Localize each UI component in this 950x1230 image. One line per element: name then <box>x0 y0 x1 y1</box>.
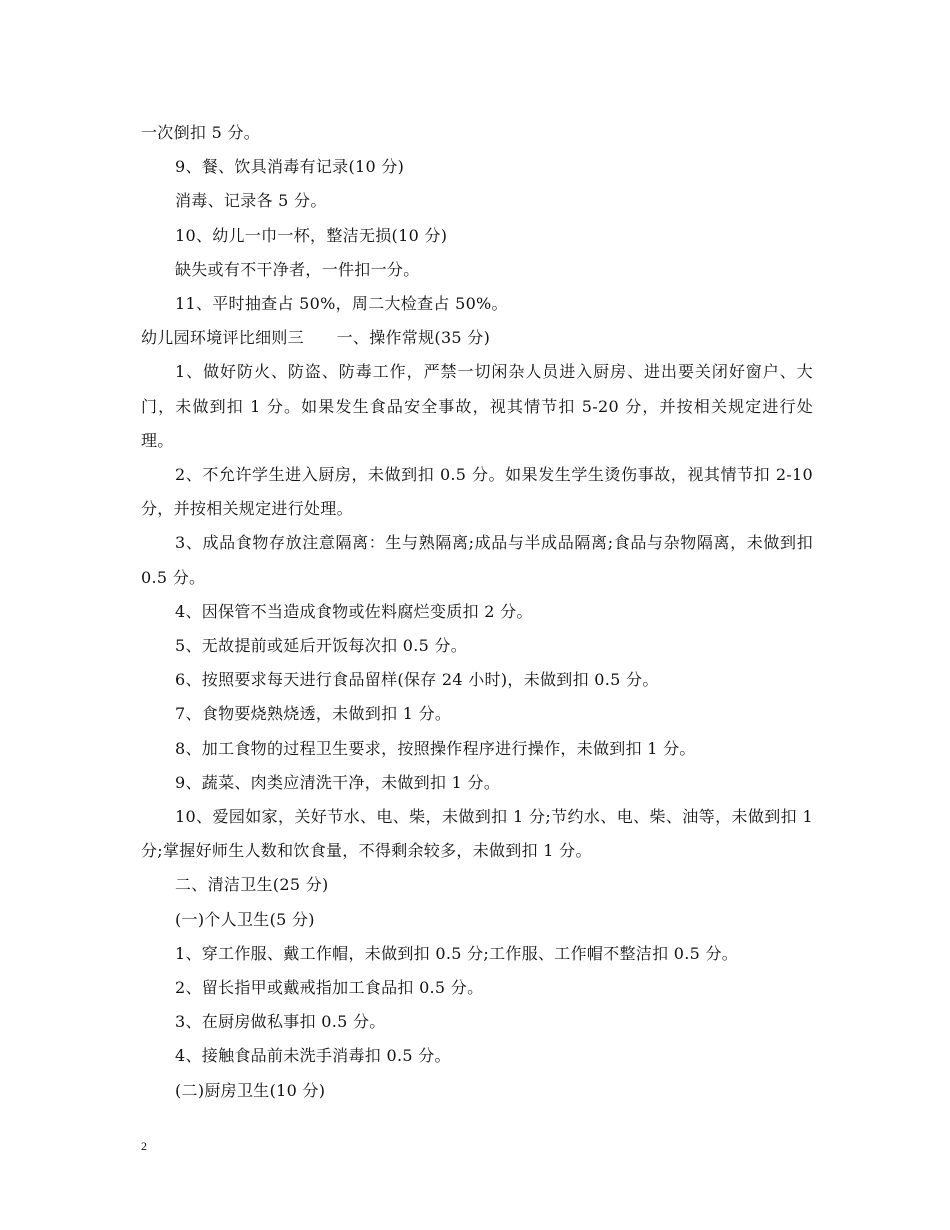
subsection-heading: (二)厨房卫生(10 分) <box>175 1080 326 1100</box>
page-number: 2 <box>141 1139 147 1153</box>
paragraph: 一次倒扣 5 分。 <box>141 123 261 142</box>
document-body <box>141 116 813 1108</box>
section-heading: 幼儿园环境评比细则三 一、操作常规(35 分) <box>141 328 491 348</box>
paragraph: 1、穿工作服、戴工作帽，未做到扣 0.5 分;工作服、工作帽不整洁扣 0.5 分。 <box>175 943 739 963</box>
paragraph: 4、因保管不当造成食物或佐料腐烂变质扣 2 分。 <box>175 601 533 621</box>
paragraph: 2、不允许学生进入厨房，未做到扣 0.5 分。如果发生学生烫伤事故，视其情节扣 2-10 分，并按相关规定进行处理。 <box>141 465 813 519</box>
paragraph: 消毒、记录各 5 分。 <box>175 191 327 211</box>
paragraph: 3、在厨房做私事扣 0.5 分。 <box>175 1012 386 1032</box>
paragraph: 10、爱园如家，关好节水、电、柴，未做到扣 1 分;节约水、电、柴、油等，未做到扣 1 分;掌握好师生人数和饮食量，不得剩余较多，未做到扣 1 分。 <box>141 807 813 861</box>
paragraph: 11、平时抽查占 50%，周二大检查占 50%。 <box>175 294 508 314</box>
paragraph: 5、无故提前或延后开饭每次扣 0.5 分。 <box>175 636 468 656</box>
paragraph: 7、食物要烧熟烧透，未做到扣 1 分。 <box>175 704 452 724</box>
paragraph: 9、蔬菜、肉类应清洗干净，未做到扣 1 分。 <box>175 772 501 792</box>
section-heading: 二、清洁卫生(25 分) <box>175 875 329 895</box>
paragraph: 4、接触食品前未洗手消毒扣 0.5 分。 <box>175 1046 451 1066</box>
paragraph: 1、做好防火、防盗、防毒工作，严禁一切闲杂人员进入厨房、进出要关闭好窗户、大门，未做到扣 1 分。如果发生食品安全事故，视其情节扣 5-20 分，并按相关规定进行处理。 <box>141 362 813 450</box>
paragraph: 8、加工食物的过程卫生要求，按照操作程序进行操作，未做到扣 1 分。 <box>175 738 696 758</box>
paragraph: 2、留长指甲或戴戒指加工食品扣 0.5 分。 <box>175 978 484 998</box>
subsection-heading: (一)个人卫生(5 分) <box>175 909 315 929</box>
paragraph: 3、成品食物存放注意隔离：生与熟隔离;成品与半成品隔离;食品与杂物隔离，未做到扣 0.5 分。 <box>141 533 813 587</box>
paragraph: 10、幼儿一巾一杯，整洁无损(10 分) <box>175 225 448 245</box>
paragraph: 6、按照要求每天进行食品留样(保存 24 小时)，未做到扣 0.5 分。 <box>175 670 659 690</box>
paragraph: 缺失或有不干净者，一件扣一分。 <box>175 259 420 279</box>
paragraph: 9、餐、饮具消毒有记录(10 分) <box>175 157 405 177</box>
